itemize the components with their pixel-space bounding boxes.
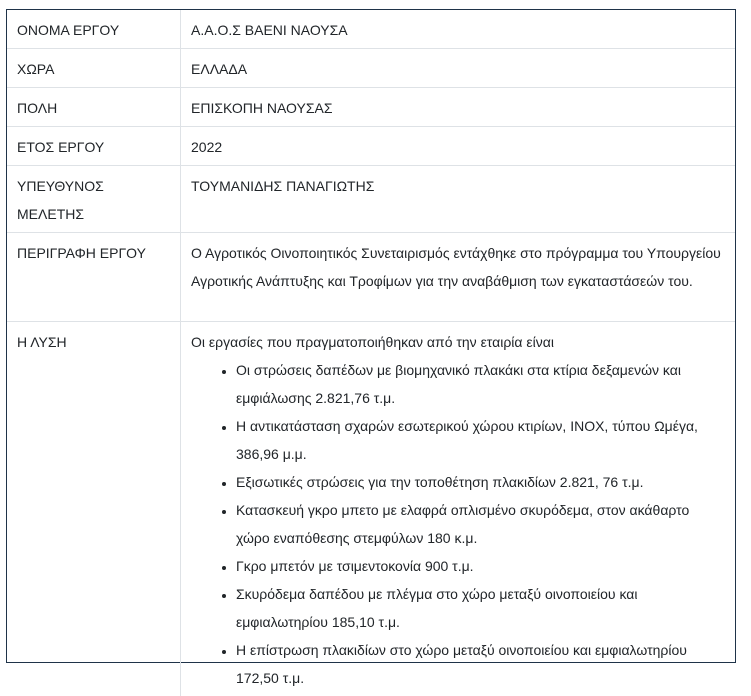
row-label-responsible: ΥΠΕΥΘΥΝΟΣ ΜΕΛΕΤΗΣ xyxy=(7,166,181,233)
row-label-country: ΧΩΡΑ xyxy=(7,49,181,88)
solution-works-list xyxy=(191,356,725,692)
list-item: • Η επίστρωση πλακιδίων στο χώρο μεταξύ οινοποιείου και εμφιαλωτηρίου 172,50 τ.μ. xyxy=(236,636,725,692)
table-row-project-name xyxy=(7,10,735,49)
table-row-solution xyxy=(7,322,735,696)
solution-intro: Οι εργασίες που πραγματοποιήθηκαν από την εταιρία είναι xyxy=(191,328,725,356)
row-label-project-name: ΟΝΟΜΑ ΕΡΓΟΥ xyxy=(7,10,181,49)
row-label-year: ΕΤΟΣ ΕΡΓΟΥ xyxy=(7,127,181,166)
list-item: • Η αντικατάσταση σχαρών εσωτερικού χώρου κτιρίων, INOX, τύπου Ωμέγα, 386,96 μ.μ. xyxy=(236,412,725,468)
list-item: • Οι στρώσεις δαπέδων με βιομηχανικό πλακάκι στα κτίρια δεξαμενών και εμφιάλωσης 2.821,76 τ.μ. xyxy=(236,356,725,412)
row-label-city: ΠΟΛΗ xyxy=(7,88,181,127)
project-details-table-frame xyxy=(6,9,736,663)
row-value-responsible: ΤΟΥΜΑΝΙΔΗΣ ΠΑΝΑΓΙΩΤΗΣ xyxy=(181,166,736,233)
row-label-solution: Η ΛΥΣΗ xyxy=(7,322,181,696)
table-row-description xyxy=(7,233,735,322)
list-item: • Εξισωτικές στρώσεις για την τοποθέτηση πλακιδίων 2.821, 76 τ.μ. xyxy=(236,468,725,496)
list-item: • Σκυρόδεμα δαπέδου με πλέγμα στο χώρο μεταξύ οινοποιείου και εμφιαλωτηρίου 185,10 τ.μ. xyxy=(236,580,725,636)
table-row-city xyxy=(7,88,735,127)
table-row-country xyxy=(7,49,735,88)
project-details-table xyxy=(7,10,735,696)
row-value-city: ΕΠΙΣΚΟΠΗ ΝΑΟΥΣΑΣ xyxy=(181,88,736,127)
row-value-country: ΕΛΛΑΔΑ xyxy=(181,49,736,88)
list-item: • Κατασκευή γκρο μπετο με ελαφρά οπλισμένο σκυρόδεμα, στον ακάθαρτο χώρο εναπόθεσης στεμφύλων 180 κ.μ. xyxy=(236,496,725,552)
table-row-year xyxy=(7,127,735,166)
list-item: • Γκρο μπετόν με τσιμεντοκονία 900 τ.μ. xyxy=(236,552,725,580)
row-value-year: 2022 xyxy=(181,127,736,166)
row-value-description: Ο Αγροτικός Οινοποιητικός Συνεταιρισμός εντάχθηκε στο πρόγραμμα του Υπουργείου Αγροτικής Ανάπτυξης και Τροφίμων για την αναβάθμιση των εγκαταστάσεών του. xyxy=(181,233,736,322)
table-row-responsible xyxy=(7,166,735,233)
row-label-description: ΠΕΡΙΓΡΑΦΗ ΕΡΓΟΥ xyxy=(7,233,181,322)
row-value-project-name: Α.Α.Ο.Σ ΒΑΕΝΙ ΝΑΟΥΣΑ xyxy=(181,10,736,49)
row-value-solution xyxy=(181,322,736,696)
